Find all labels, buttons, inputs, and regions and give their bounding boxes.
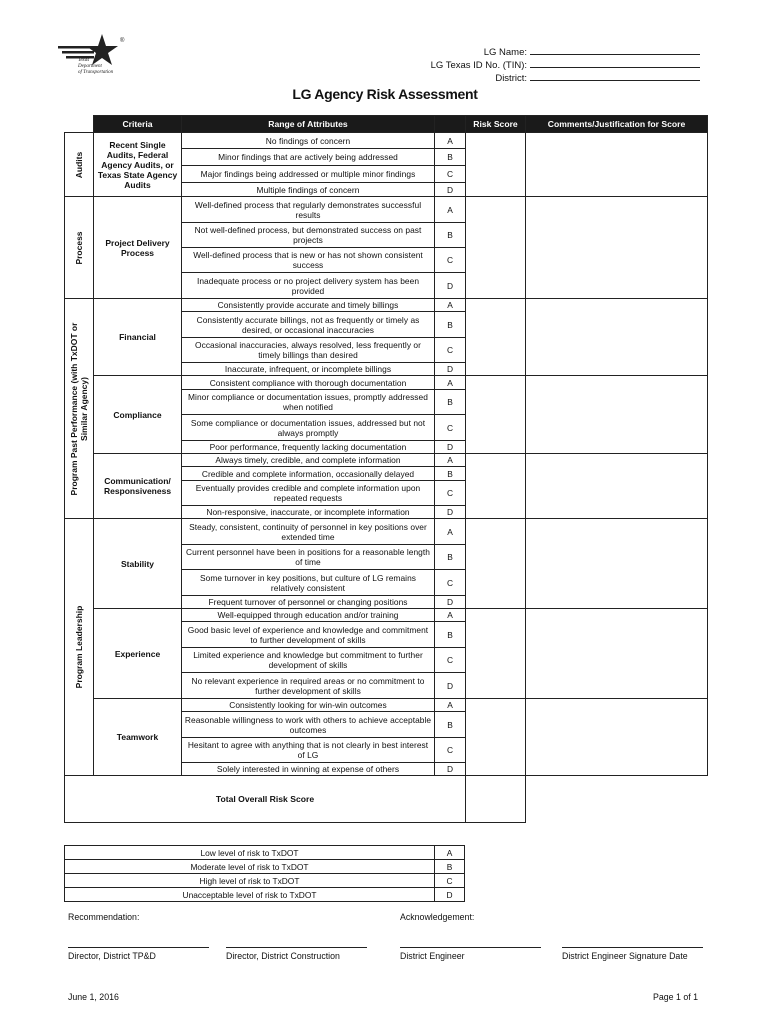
grade-cell: C bbox=[435, 338, 466, 363]
registered-mark: ® bbox=[120, 38, 125, 44]
grade-cell: B bbox=[435, 467, 466, 481]
criteria-communication: Communication/ Responsiveness bbox=[94, 454, 182, 519]
grade-cell: C bbox=[435, 738, 466, 763]
risk-score-project-delivery[interactable] bbox=[466, 197, 526, 299]
grade-cell: D bbox=[435, 441, 466, 454]
attribute-cell: Some turnover in key positions, but culture of LG remains relatively consistent bbox=[182, 570, 435, 596]
section-audits: Audits bbox=[65, 133, 94, 197]
grade-cell: B bbox=[435, 545, 466, 570]
comments-experience[interactable] bbox=[526, 609, 708, 699]
comments-financial[interactable] bbox=[526, 299, 708, 376]
attribute-cell: Major findings being addressed or multiple minor findings bbox=[182, 166, 435, 183]
tin-field[interactable] bbox=[530, 59, 700, 68]
legend-text: High level of risk to TxDOT bbox=[65, 874, 435, 888]
signature-director-tpd[interactable]: Director, District TP&D bbox=[68, 947, 209, 961]
grade-cell: C bbox=[435, 570, 466, 596]
risk-score-stability[interactable] bbox=[466, 519, 526, 609]
risk-score-compliance[interactable] bbox=[466, 376, 526, 454]
attribute-cell: Some compliance or documentation issues, addressed but not always promptly bbox=[182, 415, 435, 441]
grade-cell: A bbox=[435, 519, 466, 545]
comments-compliance[interactable] bbox=[526, 376, 708, 454]
attribute-cell: No relevant experience in required areas or no commitment to further development of skills bbox=[182, 673, 435, 699]
signature-district-engineer[interactable]: District Engineer bbox=[400, 947, 541, 961]
grade-cell: B bbox=[435, 390, 466, 415]
section-past-performance: Program Past Performance (with TxDOT or Similar Agency) bbox=[65, 299, 94, 519]
grade-cell: D bbox=[435, 506, 466, 519]
grade-cell: A bbox=[435, 699, 466, 712]
grade-cell: A bbox=[435, 454, 466, 467]
comments-stability[interactable] bbox=[526, 519, 708, 609]
attribute-cell: Current personnel have been in positions for a reasonable length of time bbox=[182, 545, 435, 570]
district-label: District: bbox=[495, 73, 527, 84]
risk-score-financial[interactable] bbox=[466, 299, 526, 376]
risk-score-communication[interactable] bbox=[466, 454, 526, 519]
attribute-cell: Credible and complete information, occasionally delayed bbox=[182, 467, 435, 481]
attribute-cell: Consistently looking for win-win outcomes bbox=[182, 699, 435, 712]
grade-cell: D bbox=[435, 673, 466, 699]
attribute-cell: Minor findings that are actively being addressed bbox=[182, 149, 435, 166]
grade-cell: D bbox=[435, 763, 466, 776]
attribute-cell: Inaccurate, infrequent, or incomplete billings bbox=[182, 363, 435, 376]
attribute-cell: Not well-defined process, but demonstrated success on past projects bbox=[182, 223, 435, 248]
grade-cell: B bbox=[435, 312, 466, 338]
grade-cell: B bbox=[435, 223, 466, 248]
attribute-cell: Consistently accurate billings, not as frequently or timely as desired, or occasional inaccuracies bbox=[182, 312, 435, 338]
attribute-cell: Occasional inaccuracies, always resolved, less frequently or timely billings than desired bbox=[182, 338, 435, 363]
lg-name-field[interactable] bbox=[530, 46, 700, 55]
criteria-financial: Financial bbox=[94, 299, 182, 376]
legend-text: Low level of risk to TxDOT bbox=[65, 846, 435, 860]
risk-score-teamwork[interactable] bbox=[466, 699, 526, 776]
attribute-cell: Solely interested in winning at expense of others bbox=[182, 763, 435, 776]
legend-grade: D bbox=[435, 888, 465, 902]
risk-score-audits[interactable] bbox=[466, 133, 526, 197]
footer-page: Page 1 of 1 bbox=[653, 992, 698, 1002]
legend-grade: A bbox=[435, 846, 465, 860]
total-risk-score-field[interactable] bbox=[466, 776, 526, 823]
attribute-cell: Consistently provide accurate and timely billings bbox=[182, 299, 435, 312]
risk-score-header: Risk Score bbox=[466, 116, 526, 133]
attribute-cell: Steady, consistent, continuity of personnel in key positions over extended time bbox=[182, 519, 435, 545]
page-title: LG Agency Risk Assessment bbox=[292, 86, 478, 102]
legend-grade: C bbox=[435, 874, 465, 888]
header-fields bbox=[431, 46, 700, 85]
attribute-cell: Eventually provides credible and complete information upon repeated requests bbox=[182, 481, 435, 506]
attribute-cell: Reasonable willingness to work with others to achieve acceptable outcomes bbox=[182, 712, 435, 738]
logo-text: Texas Department of Transportation bbox=[78, 58, 114, 75]
attribute-cell: Consistent compliance with thorough documentation bbox=[182, 376, 435, 390]
grade-cell: A bbox=[435, 197, 466, 223]
grade-cell: D bbox=[435, 183, 466, 197]
total-overall-risk-label: Total Overall Risk Score bbox=[65, 776, 466, 823]
grade-cell: A bbox=[435, 299, 466, 312]
attribute-cell: Poor performance, frequently lacking documentation bbox=[182, 441, 435, 454]
section-process: Process bbox=[65, 197, 94, 299]
grade-cell: B bbox=[435, 149, 466, 166]
attribute-cell: Well-defined process that regularly demonstrates successful results bbox=[182, 197, 435, 223]
grade-cell: D bbox=[435, 273, 466, 299]
comments-communication[interactable] bbox=[526, 454, 708, 519]
grade-cell: B bbox=[435, 622, 466, 648]
lg-name-label: LG Name: bbox=[483, 47, 527, 58]
tin-label: LG Texas ID No. (TIN): bbox=[430, 60, 527, 71]
criteria-audits: Recent Single Audits, Federal Agency Audits, or Texas State Agency Audits bbox=[94, 133, 182, 197]
grade-cell: D bbox=[435, 596, 466, 609]
footer-date: June 1, 2016 bbox=[68, 992, 119, 1002]
grade-cell: C bbox=[435, 248, 466, 273]
grade-cell: C bbox=[435, 481, 466, 506]
criteria-stability: Stability bbox=[94, 519, 182, 609]
legend-text: Moderate level of risk to TxDOT bbox=[65, 860, 435, 874]
legend-grade: B bbox=[435, 860, 465, 874]
risk-score-experience[interactable] bbox=[466, 609, 526, 699]
grade-cell: C bbox=[435, 166, 466, 183]
attribute-cell: Frequent turnover of personnel or changing positions bbox=[182, 596, 435, 609]
criteria-project-delivery: Project Delivery Process bbox=[94, 197, 182, 299]
attribute-cell: Good basic level of experience and knowledge and commitment to further development of skills bbox=[182, 622, 435, 648]
criteria-teamwork: Teamwork bbox=[94, 699, 182, 776]
attribute-cell: Hesitant to agree with anything that is not clearly in best interest of LG bbox=[182, 738, 435, 763]
attribute-cell: Inadequate process or no project delivery system has been provided bbox=[182, 273, 435, 299]
grade-cell: A bbox=[435, 609, 466, 622]
risk-assessment-table bbox=[64, 115, 708, 823]
criteria-experience: Experience bbox=[94, 609, 182, 699]
grade-cell: A bbox=[435, 133, 466, 149]
comments-teamwork[interactable] bbox=[526, 699, 708, 776]
grade-cell: D bbox=[435, 363, 466, 376]
recommendation-label: Recommendation: bbox=[68, 912, 140, 922]
legend-text: Unacceptable level of risk to TxDOT bbox=[65, 888, 435, 902]
attribute-cell: Multiple findings of concern bbox=[182, 183, 435, 197]
comments-audits[interactable] bbox=[526, 133, 708, 197]
attribute-cell: Always timely, credible, and complete information bbox=[182, 454, 435, 467]
comments-header: Comments/Justification for Score bbox=[526, 116, 708, 133]
range-header: Range of Attributes bbox=[182, 116, 435, 133]
criteria-header: Criteria bbox=[94, 116, 182, 133]
attribute-cell: Well-equipped through education and/or training bbox=[182, 609, 435, 622]
acknowledgement-label: Acknowledgement: bbox=[400, 912, 475, 922]
district-field[interactable] bbox=[530, 72, 700, 81]
signature-date[interactable]: District Engineer Signature Date bbox=[562, 947, 703, 961]
comments-project-delivery[interactable] bbox=[526, 197, 708, 299]
attribute-cell: Minor compliance or documentation issues, promptly addressed when notified bbox=[182, 390, 435, 415]
grade-cell: C bbox=[435, 415, 466, 441]
grade-cell: C bbox=[435, 648, 466, 673]
attribute-cell: Non-responsive, inaccurate, or incomplete information bbox=[182, 506, 435, 519]
signature-director-construction[interactable]: Director, District Construction bbox=[226, 947, 367, 961]
risk-level-legend bbox=[64, 845, 465, 902]
attribute-cell: Well-defined process that is new or has not shown consistent success bbox=[182, 248, 435, 273]
criteria-compliance: Compliance bbox=[94, 376, 182, 454]
grade-cell: B bbox=[435, 712, 466, 738]
section-leadership: Program Leadership bbox=[65, 519, 94, 776]
attribute-cell: No findings of concern bbox=[182, 133, 435, 149]
grade-cell: A bbox=[435, 376, 466, 390]
attribute-cell: Limited experience and knowledge but commitment to further development of skills bbox=[182, 648, 435, 673]
